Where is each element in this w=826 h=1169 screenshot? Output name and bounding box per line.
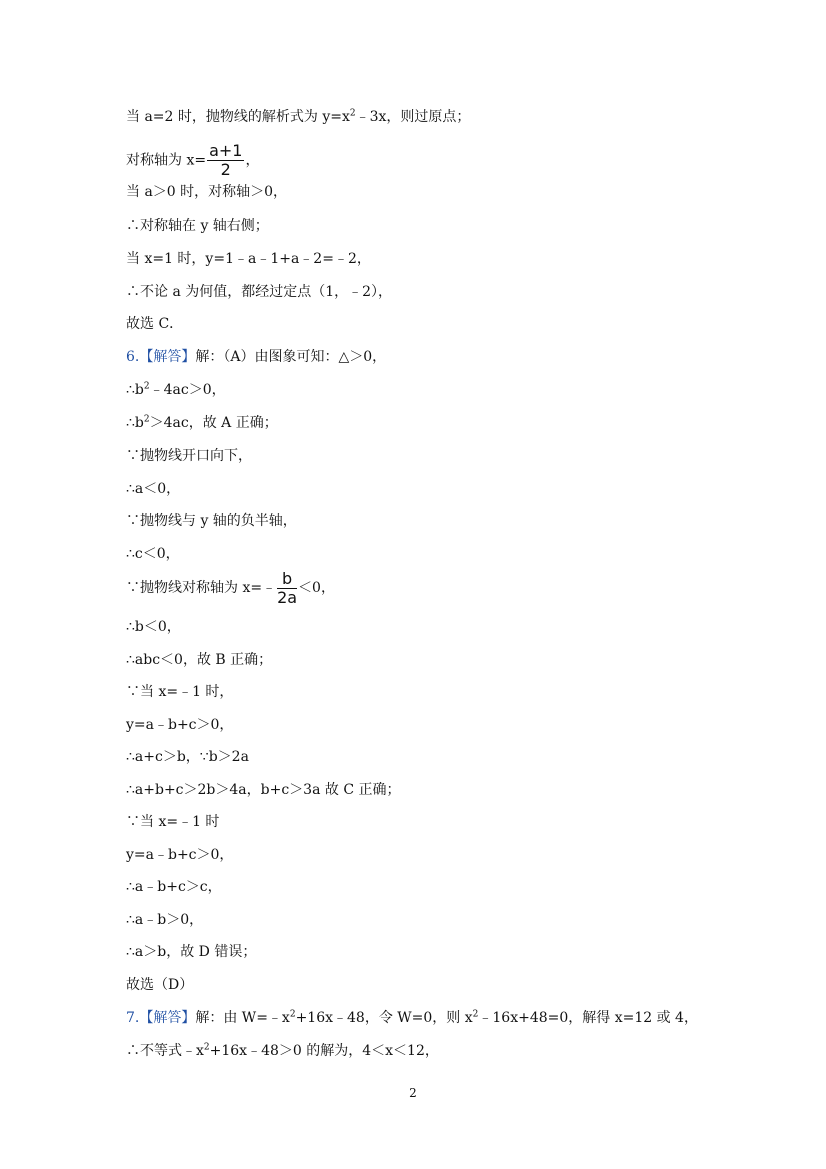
text-segment: ， [245,152,260,169]
text-line: ∵抛物线与 y 轴的负半轴， [126,513,297,529]
text-line [126,381,226,399]
text-line: ∴a﹣b+c＞c， [126,879,222,895]
question-6-heading [126,348,386,366]
page-number: 2 [409,1086,417,1100]
fraction [277,570,297,607]
text-line: ∴a﹣b＞0， [126,912,204,928]
text-line: 故选（D） [126,977,194,993]
text-segment: +16x﹣48，令 W=0，则 x [295,1010,473,1026]
text-segment: +16x﹣48＞0 的解为，4＜x＜12， [209,1043,439,1059]
text-line: ∴abc＜0，故 B 正确； [126,652,273,668]
superscript: 2 [203,1042,210,1053]
text-segment: ∴不等式﹣x [126,1043,204,1059]
text-line: ∴对称轴在 y 轴右侧； [126,218,269,234]
text-line: ∴a+b+c＞2b＞4a，b+c＞3a 故 C 正确； [126,782,401,798]
fraction [207,142,244,179]
text-line: ∵抛物线开口向下， [126,448,252,464]
text-line: 当 x=1 时，y=1﹣a﹣1+a﹣2=﹣2， [126,251,371,267]
text-line [126,108,470,126]
text-line: ∴a＜0， [126,481,181,497]
text-line: ∴c＜0， [126,546,180,562]
fraction-denominator: 2a [277,587,298,607]
text-segment: ＜0， [298,580,335,596]
text-line: ∴a+c＞b，∵b＞2a [126,749,249,765]
question-number: 6. [126,349,140,365]
text-segment: ﹣16x+48=0，解得 x=12 或 4， [478,1010,698,1026]
text-line: 当 a＞0 时，对称轴＞0， [126,184,288,200]
text-line: ∴不论 a 为何值，都经过定点（1，﹣2）， [126,284,393,300]
text-line: y=a﹣b+c＞0， [126,717,234,733]
text-line [126,569,335,607]
text-line: ∴a＞b，故 D 错误； [126,944,257,960]
answer-tag: 【解答】 [139,1010,196,1026]
superscript: 2 [289,1009,296,1020]
superscript: 2 [143,414,150,425]
question-7-heading [126,1009,698,1027]
text-segment: 对称轴为 x= [126,152,207,169]
text-segment: ∴b [126,382,144,398]
fraction-denominator: 2 [220,160,231,179]
text-segment: ＞4ac，故 A 正确； [149,415,278,431]
question-number: 7. [126,1010,140,1026]
superscript: 2 [472,1009,479,1020]
fraction-numerator: a+1 [209,141,243,160]
text-line: ∵当 x=﹣1 时 [126,814,220,830]
text-segment: ﹣4ac＞0， [149,382,226,398]
text-segment: 解：由 W=﹣x [195,1010,290,1026]
text-line: ∵当 x=﹣1 时， [126,684,234,700]
text-segment: ﹣3x，则过原点； [355,109,471,125]
text-line: ∴b＜0， [126,619,181,635]
text-line [126,414,278,432]
answer-tag: 【解答】 [139,349,196,365]
text-segment: ∴b [126,415,144,431]
text-line [126,1042,439,1060]
text-segment: ∵抛物线对称轴为 x=﹣ [126,580,277,596]
superscript: 2 [349,108,356,119]
superscript: 2 [143,381,150,392]
text-line: y=a﹣b+c＞0， [126,847,234,863]
text-line: 故选 C． [126,316,184,332]
text-segment: 当 a=2 时，抛物线的解析式为 y=x [126,109,350,125]
text-segment: 解：（A）由图象可知：△＞0， [195,349,387,365]
fraction-numerator: b [277,570,297,589]
text-line [126,141,260,179]
